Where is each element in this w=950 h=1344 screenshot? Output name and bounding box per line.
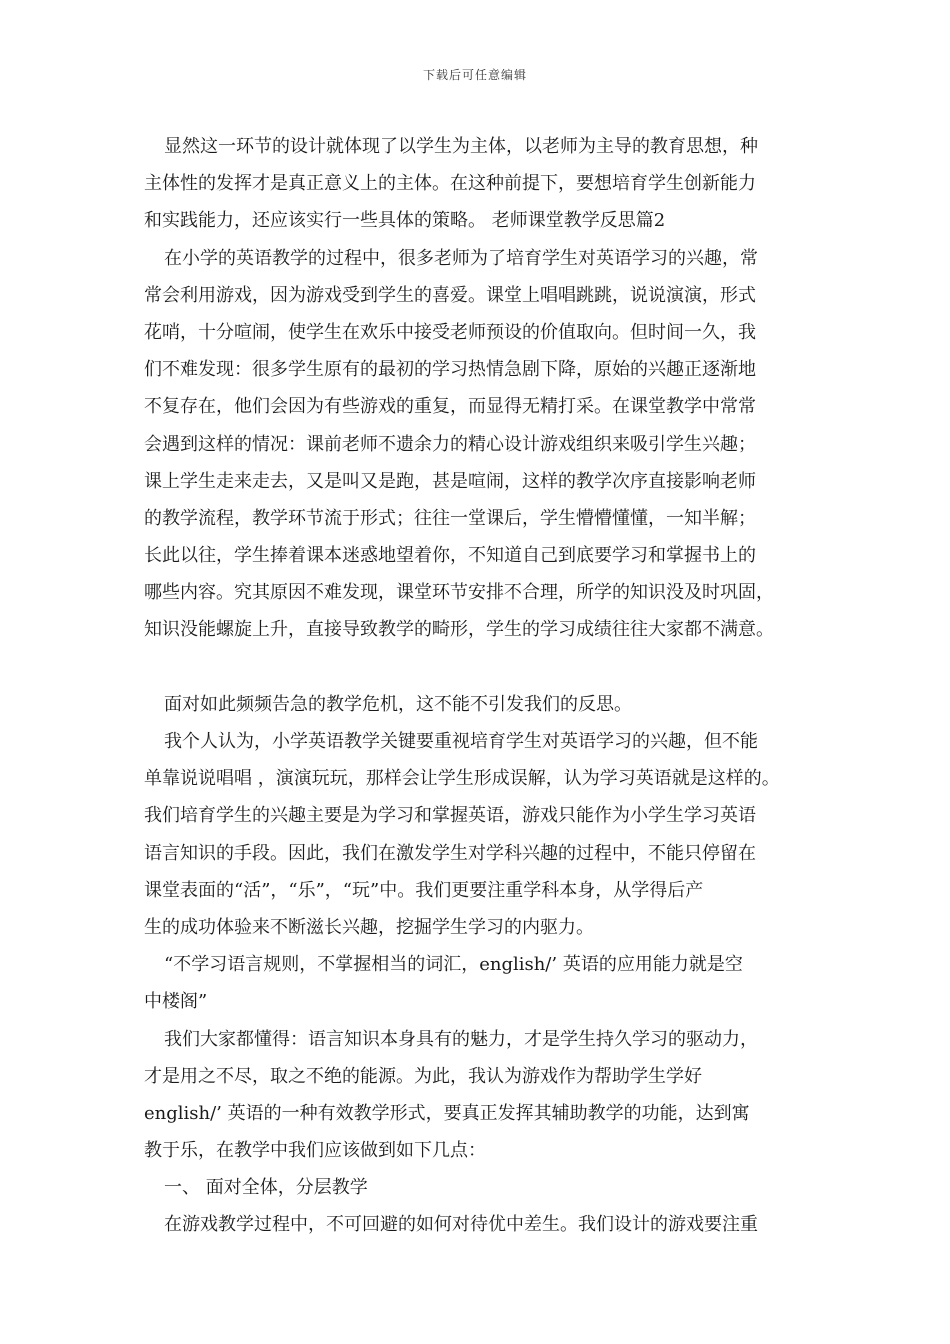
text-line: “不学习语言规则，不掌握相当的词汇，english/’ 英语的应用能力就是空 — [164, 954, 743, 976]
text-line: 显然这一环节的设计就体现了以学生为主体，以老师为主导的教育思想，种 — [164, 136, 758, 157]
text-line: 单靠说说唱唱 ，演演玩玩，那样会让学生形成误解，认为学习英语就是这样的。 — [144, 768, 780, 790]
text-line: 花哨，十分喧闹，使学生在欢乐中接受老师预设的价值取向。但时间一久，我 — [144, 321, 756, 343]
text-line: 我们培育学生的兴趣主要是为学习和掌握英语，游戏只能作为小学生学习英语 — [144, 805, 756, 827]
text-line: 的教学流程，教学环节流于形式；往往一堂课后，学生懵懵懂懂，一知半解； — [144, 507, 756, 529]
text-line: 才是用之不尽，取之不绝的能源。为此，我认为游戏作为帮助学生学好 — [144, 1065, 702, 1087]
blank-line — [144, 649, 824, 686]
page-header: 下载后可任意编辑 — [422, 68, 527, 82]
text-line: 不复存在，他们会因为有些游戏的重复，而显得无精打采。在课堂教学中常常 — [144, 396, 756, 418]
text-line: 长此以往，学生捧着课本迷惑地望着你，不知道自己到底要学习和掌握书上的 — [144, 545, 756, 567]
text-line: 哪些内容。究其原因不难发现，课堂环节安排不合理，所学的知识没及时巩固， — [144, 582, 774, 604]
text-line: 中楼阁” — [144, 991, 208, 1013]
text-line: 会遇到这样的情况：课前老师不遗余力的精心设计游戏组织来吸引学生兴趣； — [144, 433, 756, 455]
text-line: 常会利用游戏，因为游戏受到学生的喜爱。课堂上唱唱跳跳，说说演演，形式 — [144, 284, 756, 306]
text-line: 在游戏教学过程中，不可回避的如何对待优中差生。我们设计的游戏要注重 — [164, 1214, 758, 1236]
text-line: 在小学的英语教学的过程中，很多老师为了培育学生对英语学习的兴趣，常 — [164, 247, 758, 269]
text-line: 面对如此频频告急的教学危机，这不能不引发我们的反思。 — [164, 693, 632, 715]
document-body — [144, 128, 824, 1244]
text-line: 生的成功体验来不断滋长兴趣，挖掘学生学习的内驱力。 — [144, 916, 594, 938]
text-line: 们不难发现：很多学生原有的最初的学习热情急剧下降，原始的兴趣正逐渐地 — [144, 359, 756, 381]
text-line: 主体性的发挥才是真正意义上的主体。在这种前提下，要想培育学生创新能力 — [144, 173, 756, 195]
text-line: 我个人认为，小学英语教学关键要重视培育学生对英语学习的兴趣，但不能 — [164, 731, 758, 752]
text-line: 我们大家都懂得：语言知识本身具有的魅力，才是学生持久学习的驱动力， — [164, 1028, 758, 1050]
text-line: 和实践能力，还应该实行一些具体的策略。 老师课堂教学反思篇2 — [144, 210, 666, 232]
text-line: 课堂表面的“活”，“乐”，“玩”中。我们更要注重学科本身，从学得后产 — [144, 879, 704, 901]
text-line: 教于乐，在教学中我们应该做到如下几点： — [144, 1140, 486, 1162]
text-line: 知识没能螺旋上升，直接导致教学的畸形，学生的学习成绩往往大家都不满意。 — [144, 619, 774, 641]
text-line: 语言知识的手段。因此，我们在激发学生对学科兴趣的过程中，不能只停留在 — [144, 842, 756, 864]
text-line: 一、 面对全体，分层教学 — [164, 1177, 368, 1199]
text-line: english/’ 英语的一种有效教学形式，要真正发挥其辅助教学的功能，达到寓 — [144, 1102, 750, 1124]
text-line: 课上学生走来走去，又是叫又是跑，甚是喧闹，这样的教学次序直接影响老师 — [144, 470, 756, 492]
